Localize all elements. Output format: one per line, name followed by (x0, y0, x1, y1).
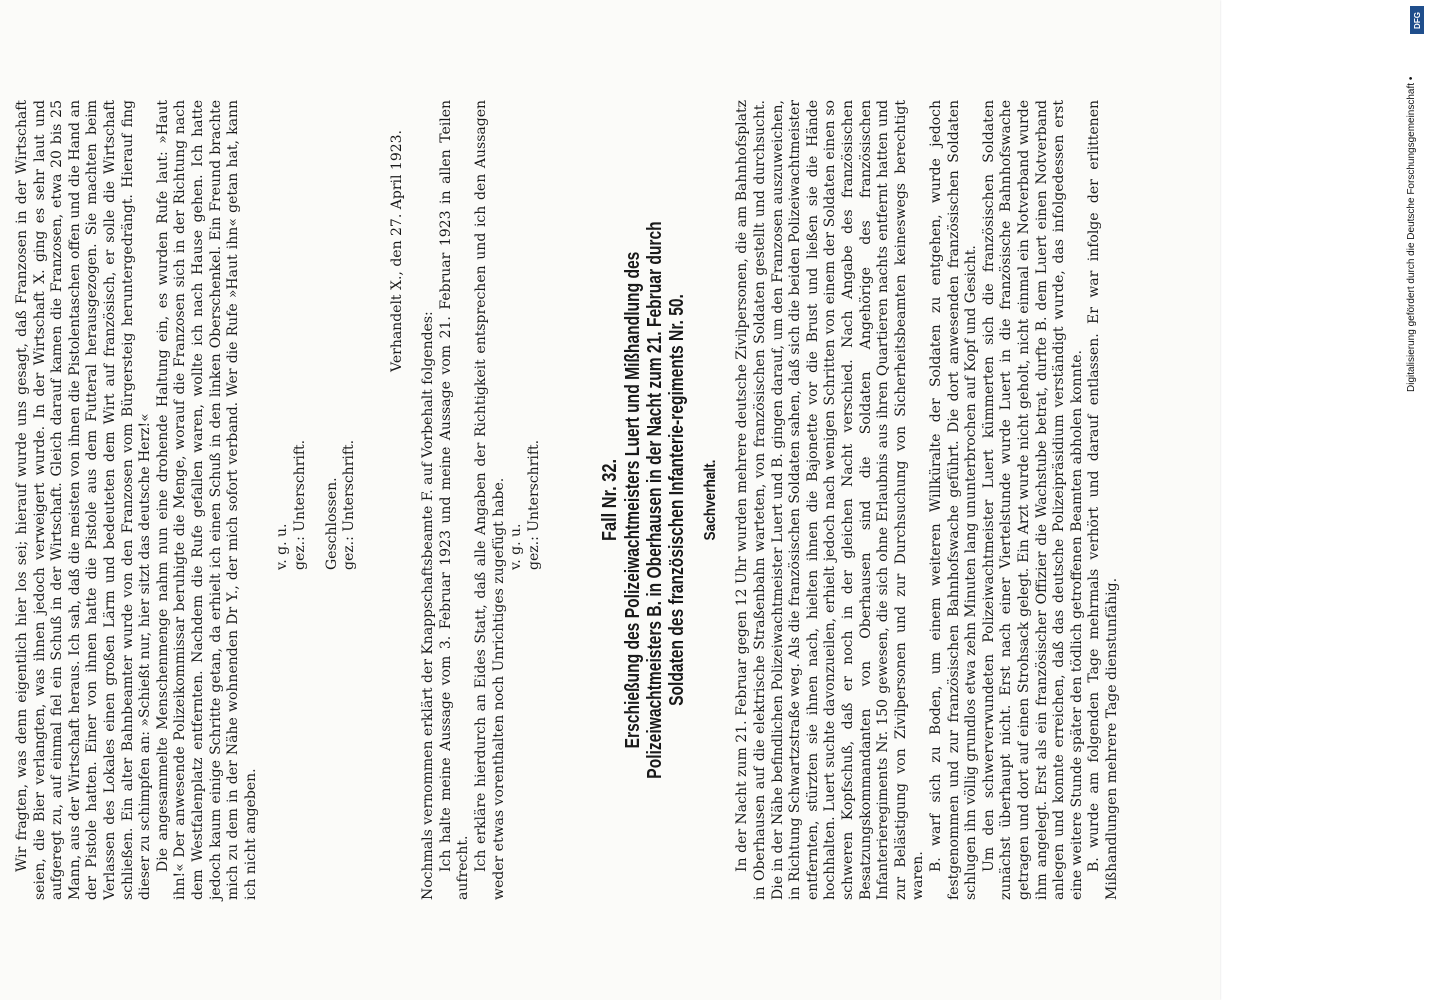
case-title: Fall Nr. 32. (599, 458, 622, 542)
signature-vgu-1: v. g. u. (274, 523, 291, 570)
page-content (0, 100, 1122, 900)
closed-note: Geschlossen. (323, 477, 340, 570)
facts-paragraph-1: In der Nacht zum 21. Februar gegen 12 Uhr wurden mehrere deutsche Zivilpersonen, die am Bahnhofsplatz in Oberhausen auf die elektrische Straßenbahn warteten, von französischen Soldaten gestellt und durchsucht. Die in der Nähe befindlichen Polizeiwachtmeister Luert und B. gingen darauf, um den Franzosen auszuweichen, in Richtung Schwartzstraße weg. Als die französischen Soldaten sahen, daß sich die beiden Polizeiwachtmeister entfernten, stürzten sie ihnen nach, hielten ihnen die Bajonette vor die Brust und ließen sie die Hände hochhalten. Luert suchte davonzueilen, erhielt jedoch nach wenigen Schritten von einem der Soldaten einen so schweren Kopfschuß, daß er noch in der gleichen Nacht verschied. Nach Angabe des französischen Besatzungskommandanten von Oberhausen sind die Soldaten Angehörige des französischen Infanterieregiments Nr. 150 gewesen, die sich ohne Erlaubnis aus ihren Quartieren nachts entfernt hatten und zur Belästigung von Zivilpersonen und zur Durchsuchung von Sicherheitsbeamten keineswegs berechtigt waren. (734, 100, 927, 900)
section-title: Sachverhalt. (702, 459, 720, 541)
dateline: Verhandelt X., den 27. April 1923. (388, 130, 405, 372)
digitization-sidebar (1406, 0, 1428, 1000)
second-hearing-p2: Ich erkläre hierdurch an Eides Statt, daß alle Angaben der Richtigkeit entsprechen und ich den Aussagen weder etwas vorenthalten noch Unrichtiges zugefügt habe. (473, 100, 507, 900)
signature-name-1: gez.: Unterschrift. (291, 439, 308, 570)
paragraph-1: Wir fragten, was denn eigentlich hier los sei; hierauf wurde uns gesagt, daß Franzosen in der Wirtschaft seien, die Bier verlangten, was ihnen jedoch verweigert wurde. In der Wirtschaft X. ging es sehr laut und aufgeregt zu, auf einmal fiel ein Schuß in der Wirtschaft. Gleich darauf kamen die Franzosen, etwa 20 bis 25 Mann, aus der Wirtschaft heraus. Ich sah, daß die meisten von ihnen die Pistolentaschen offen und die Hand an der Pistole hatten. Einer von ihnen hatte die Pistole aus dem Futteral herausgezogen. Sie machten beim Verlassen des Lokales einen großen Lärm und bedeuteten dem Wirt auf französisch, er solle die Wirtschaft schließen. Ein alter Bahnbeamter wurde von den Franzosen vom Bürgersteig heruntergedrängt. Hierauf fing dieser zu schimpfen an: »Schießt nur, hier sitzt das deutsche Herz!« (14, 100, 154, 900)
facts-paragraph-2: B. warf sich zu Boden, um einem weiteren Willküralte der Soldaten zu entgehen, wurde jedoch festgenommen und zur französischen Bahnhofswache geführt. Die dort anwesenden französischen Soldaten schlugen ihn völlig grundlos etwa zehn Minuten lang ununterbrochen auf Kopf und Gesicht. (927, 100, 980, 900)
dfg-logo-text: DFG (1412, 11, 1422, 29)
facts-paragraph-4: B. wurde am folgenden Tage mehrmals verhört und darauf entlassen. Er war infolge der erlittenen Mißhandlungen mehrere Tage dienstunfähig. (1086, 100, 1120, 900)
facts-paragraph-3: Um den schwerverwundeten Polizeiwachtmeister Luert kümmerten sich die französischen Soldaten zunächst überhaupt nicht. Erst nach einer Viertelstunde wurde Luert in die französische Bahnhofswache getragen und dort auf einen Strohsack gelegt. Ein Arzt wurde nicht geholt, nicht einmal ein Notverband wurde ihm angelegt. Erst als ein französischer Offizier die Wachstube betrat, durfte B. dem Luert einen Notverband anlegen und konnte erreichen, daß das deutsche Polizeipräsidium verständigt wurde, das infolgedessen erst eine weitere Stunde später den tödlich getroffenen Beamten abholen konnte. (980, 100, 1085, 900)
second-hearing-intro: Nochmals vernommen erklärt der Knappschaftsbeamte F. auf Vorbehalt folgendes: (420, 311, 437, 900)
signature-name-3: gez.: Unterschrift. (525, 439, 542, 570)
signature-name-2: gez.: Unterschrift. (341, 439, 358, 570)
second-hearing-p1: Ich halte meine Aussage vom 3. Februar 1923 und meine Aussage vom 21. Februar 1923 in allen Teilen aufrecht. (437, 100, 472, 900)
signature-vgu-3: v. g. u. (508, 523, 525, 570)
paragraph-2: Die angesammelte Menschenmenge nahm nun eine drohende Haltung ein, es wurden Rufe laut: »Haut ihn!« Der anwesende Polizeikommissar beruhigte die Menge, worauf die Franzosen sich in der Richtung nach dem Westfalenplatz entfernten. Nachdem die Rufe gefallen waren, wollte ich nach Hause gehen. Ich hatte jedoch kaum einige Schritte getan, da erhielt ich einen Schuß in den linken Oberschenkel. Ein Freund brachte mich zu dem in der Nähe wohnenden Dr Y., der mich sofort verband. Wer die Rufe »Haut ihn« getan hat, kann ich nicht angeben. (154, 100, 259, 900)
digitization-note: Digitalisierung gefördert durch die Deutsche Forschungsgemeinschaft • (1406, 76, 1417, 392)
case-heading: Erschießung des Polizeiwachtmeisters Luert und Mißhandlung des Polizeiwachtmeisters B. in Oberhausen in der Nacht zum 21. Februar durch Soldaten des französischen Infanterie-regiments Nr. 50. (622, 221, 689, 779)
